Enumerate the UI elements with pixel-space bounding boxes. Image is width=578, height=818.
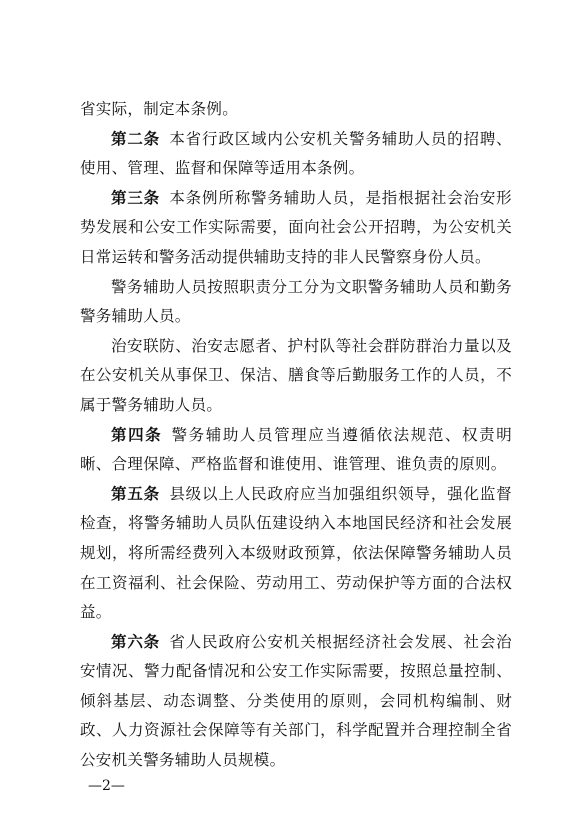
paragraph-article-2 (80, 125, 512, 184)
document-body (80, 95, 512, 776)
article-4-text: 警务辅助人员管理应当遵循依法规范、权责明晰、合理保障、严格监督和谁使用、谁管理、谁负责的原则。 (80, 425, 512, 474)
article-3-part-3-text: 治安联防、治安志愿者、护村队等社会群防群治力量以及在公安机关从事保卫、保洁、膳食等后勤服务工作的人员，不属于警务辅助人员。 (80, 336, 512, 414)
page-number: —2— (88, 778, 125, 794)
paragraph-1 (80, 95, 512, 125)
article-5-text: 县级以上人民政府应当加强组织领导，强化监督检查，将警务辅助人员队伍建设纳入本地国民经济和社会发展规划，将所需经费列入本级财政预算，依法保障警务辅助人员在工资福利、社会保险、劳动用工、劳动保护等方面的合法权益。 (80, 484, 512, 622)
article-3-text: 本条例所称警务辅助人员，是指根据社会治安形势发展和公安工作实际需要，面向社会公开招聘，为公安机关日常运转和警务活动提供辅助支持的非人民警察身份人员。 (80, 188, 512, 266)
paragraph-article-6 (80, 628, 512, 776)
paragraph-article-3-part-3 (80, 332, 512, 421)
article-3-heading: 第三条 (111, 188, 161, 207)
paragraph-article-5 (80, 480, 512, 628)
paragraph-article-3-part-2 (80, 273, 512, 332)
article-3-part-2-text: 警务辅助人员按照职责分工分为文职警务辅助人员和勤务警务辅助人员。 (80, 277, 512, 326)
article-6-text: 省人民政府公安机关根据经济社会发展、社会治安情况、警力配备情况和公安工作实际需要，按照总量控制、倾斜基层、动态调整、分类使用的原则，会同机构编制、财政、人力资源社会保障等有关部门，科学配置并合理控制全省公安机关警务辅助人员规模。 (80, 632, 512, 770)
article-2-heading: 第二条 (111, 129, 161, 148)
article-2-text: 本省行政区域内公安机关警务辅助人员的招聘、使用、管理、监督和保障等适用本条例。 (80, 129, 512, 178)
paragraph-1-text: 省实际，制定本条例。 (80, 100, 239, 118)
article-4-heading: 第四条 (111, 425, 163, 444)
paragraph-article-4 (80, 421, 512, 480)
article-6-heading: 第六条 (111, 632, 161, 651)
paragraph-article-3 (80, 184, 512, 273)
article-5-heading: 第五条 (111, 484, 161, 503)
